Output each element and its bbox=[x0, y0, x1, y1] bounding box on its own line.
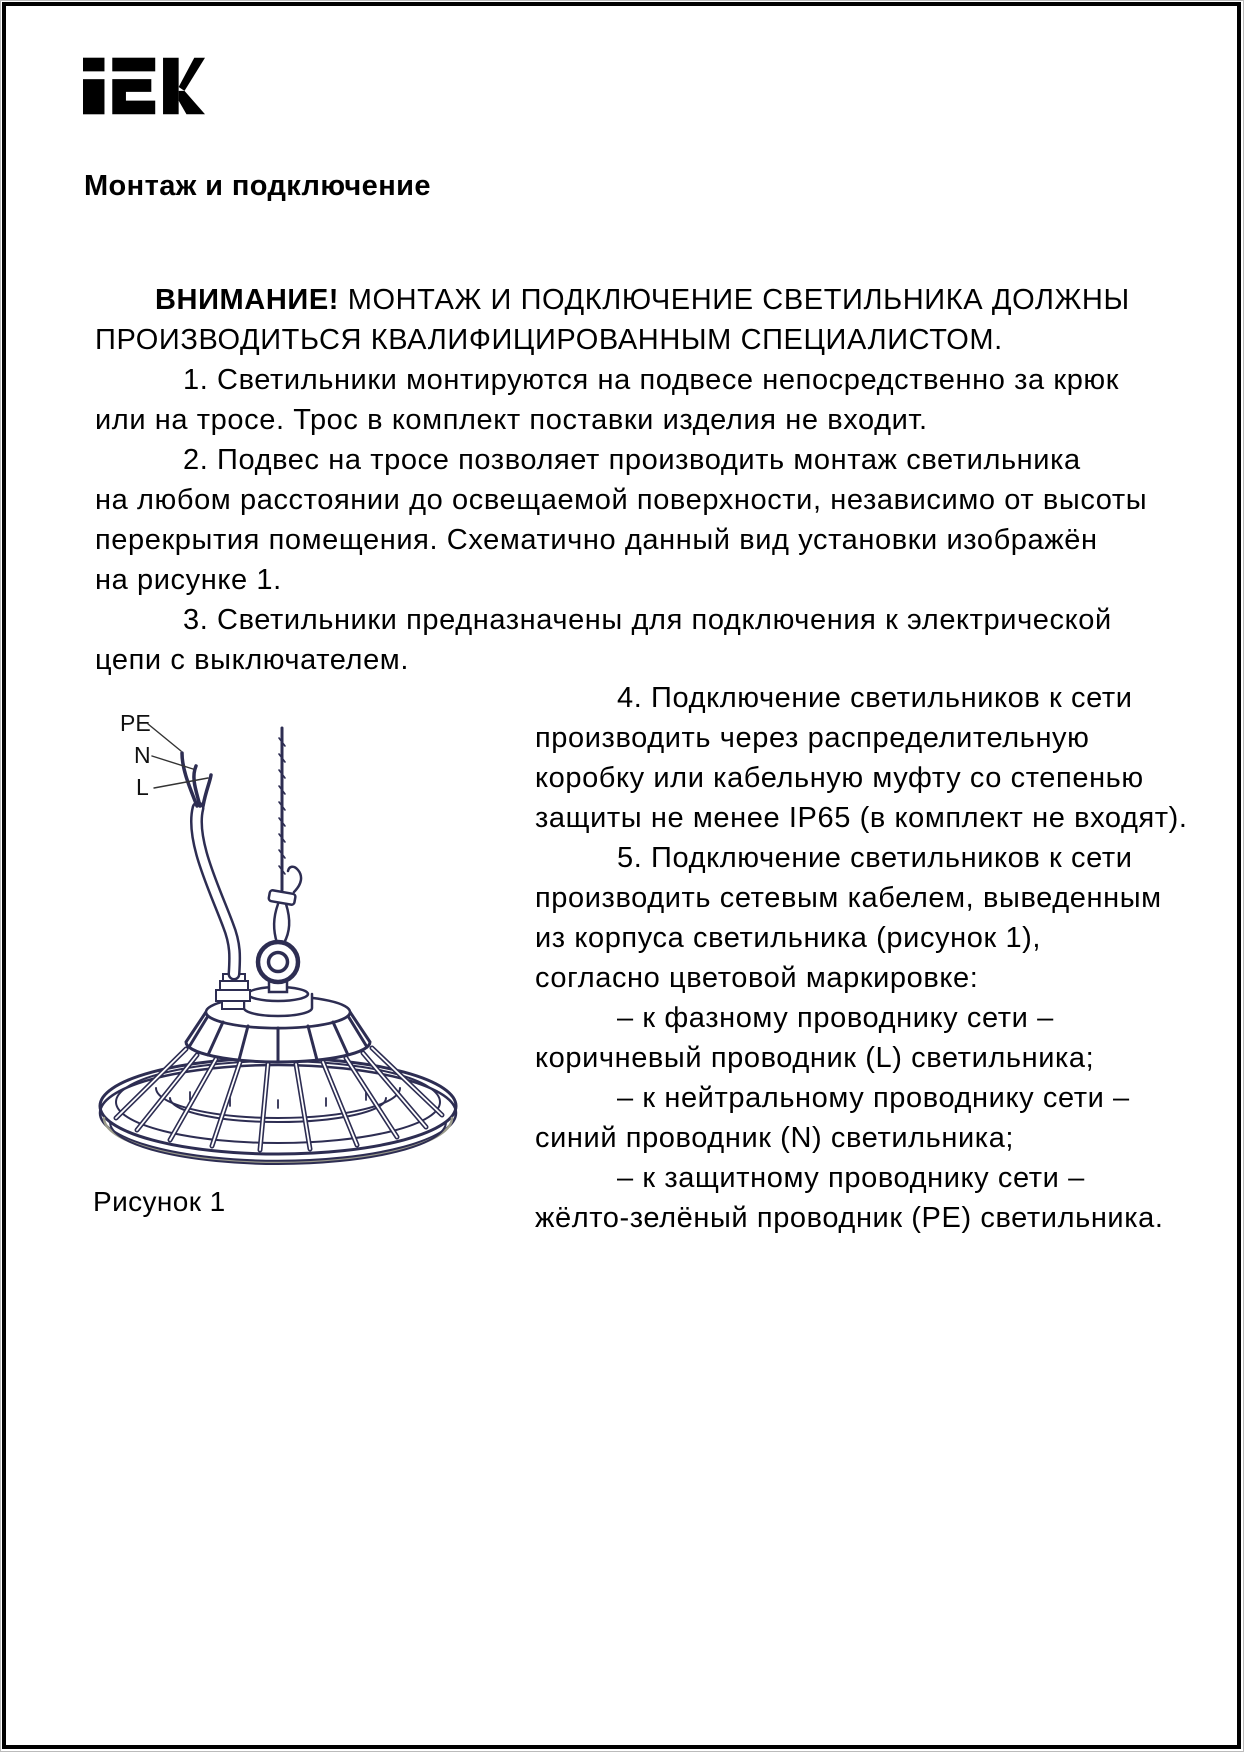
label-n: N bbox=[134, 742, 151, 768]
logo-k-lower-arm bbox=[179, 91, 205, 114]
text-line: цепи с выключателем. bbox=[95, 644, 409, 676]
logo-e-body bbox=[112, 79, 155, 114]
right-text-column bbox=[535, 678, 1195, 1238]
leader-l bbox=[154, 778, 208, 788]
text-line: защиты не менее IP65 (в комплект не входят). bbox=[535, 802, 1188, 834]
figure-caption: Рисунок 1 bbox=[93, 1186, 226, 1217]
logo-i-dot bbox=[83, 58, 104, 72]
logo-e-top bbox=[112, 58, 155, 72]
rope-tail bbox=[288, 867, 301, 892]
wire-l bbox=[203, 775, 211, 806]
gland-base bbox=[222, 1001, 244, 1009]
text-line: согласно цветовой маркировке: bbox=[535, 962, 979, 994]
text-line: 4. Подключение светильников к сети bbox=[617, 682, 1133, 714]
text-line: из корпуса светильника (рисунок 1), bbox=[535, 922, 1042, 954]
text-line: или на тросе. Трос в комплект поставки изделия не входит. bbox=[95, 404, 928, 436]
warning-line bbox=[95, 280, 1220, 320]
figure-luminaire-drawing bbox=[70, 690, 490, 1230]
logo-k-upper-arm bbox=[179, 58, 205, 91]
text-line: ПРОИЗВОДИТЬСЯ КВАЛИФИЦИРОВАННЫМ СПЕЦИАЛИСТОМ. bbox=[95, 324, 1003, 356]
label-l: L bbox=[136, 774, 149, 800]
text-line: синий проводник (N) светильника; bbox=[535, 1122, 1015, 1154]
rope-clamp bbox=[268, 890, 296, 905]
eyebolt-ring bbox=[258, 942, 298, 982]
text-line: жёлто-зелёный проводник (PE) светильника. bbox=[535, 1202, 1164, 1234]
text-line: 1. Светильники монтируются на подвесе непосредственно за крюк bbox=[183, 364, 1120, 396]
logo-i-stem bbox=[83, 79, 104, 114]
leader-n bbox=[152, 756, 193, 769]
text-line: 3. Светильники предназначены для подключения к электрической bbox=[183, 604, 1112, 636]
page-title: Монтаж и подключение bbox=[84, 170, 431, 202]
right-column-lines bbox=[535, 678, 1195, 1238]
gland-hex-nut bbox=[216, 990, 250, 1001]
logo-k-stem bbox=[163, 58, 179, 115]
rope-twists bbox=[279, 738, 285, 874]
text-line: производить через распределительную bbox=[535, 722, 1090, 754]
text-line: – к фазному проводнику сети – bbox=[617, 1002, 1054, 1034]
text-line: на рисунке 1. bbox=[95, 564, 282, 596]
rope-loop-left bbox=[274, 904, 278, 943]
left-column-lines bbox=[95, 320, 1220, 680]
rope-loop-right bbox=[284, 904, 289, 943]
leader-pe bbox=[148, 724, 181, 751]
text-line: перекрытия помещения. Схематично данный вид установки изображён bbox=[95, 524, 1098, 556]
text-line: – к нейтральному проводнику сети – bbox=[617, 1082, 1130, 1114]
gland-ring-2 bbox=[220, 981, 248, 990]
warning-rest: МОНТАЖ И ПОДКЛЮЧЕНИЕ СВЕТИЛЬНИКА ДОЛЖНЫ bbox=[339, 284, 1130, 316]
text-line: коричневый проводник (L) светильника; bbox=[535, 1042, 1095, 1074]
text-line: коробку или кабельную муфту со степенью bbox=[535, 762, 1144, 794]
main-text-column bbox=[95, 280, 1220, 680]
text-line: на любом расстоянии до освещаемой поверхности, независимо от высоты bbox=[95, 484, 1148, 516]
iek-logo bbox=[83, 57, 205, 115]
text-line: 2. Подвес на тросе позволяет производить монтаж светильника bbox=[183, 444, 1081, 476]
label-pe: PE bbox=[120, 710, 151, 736]
warning-word: ВНИМАНИЕ! bbox=[155, 284, 340, 316]
text-line: производить сетевым кабелем, выведенным bbox=[535, 882, 1162, 914]
text-line: 5. Подключение светильников к сети bbox=[617, 842, 1133, 874]
text-line: – к защитному проводнику сети – bbox=[617, 1162, 1085, 1194]
label-leaders bbox=[148, 724, 208, 788]
